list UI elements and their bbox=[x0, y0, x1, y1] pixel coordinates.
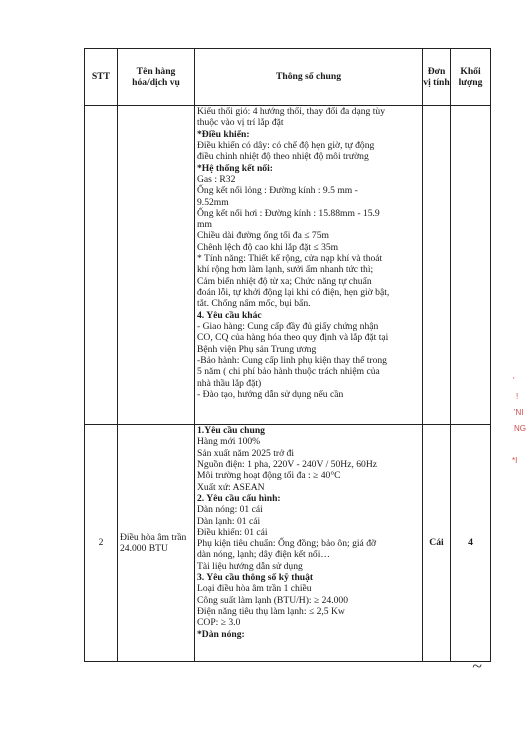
row2-name: Điều hòa âm trần 24.000 BTU bbox=[118, 425, 195, 662]
spec-line: Dàn nóng: 01 cái bbox=[197, 504, 263, 516]
spec-line: Phụ kiện tiêu chuẩn: Ống đồng; bảo ôn; giá đỡ bbox=[197, 538, 377, 550]
spec-line: đoán lỗi, tự khởi động lại khi có điện, hẹn giờ bật, bbox=[197, 287, 390, 298]
spec-line: Dàn lạnh: 01 cái bbox=[197, 515, 261, 527]
spec-line: thuộc vào vị trí lắp đặt bbox=[197, 117, 284, 129]
spec-line: Chiều dài đường ống tối đa ≤ 75m bbox=[197, 230, 329, 242]
spec-line: dàn nóng, lạnh; dây điện kết nối… bbox=[197, 549, 330, 561]
row2-spec bbox=[195, 425, 423, 662]
spec-line: *Dàn nóng: bbox=[197, 628, 245, 640]
margin-mark-4: NG bbox=[514, 424, 526, 433]
spec-line: Tài liệu hướng dẫn sử dụng bbox=[197, 560, 303, 572]
header-stt: STT bbox=[85, 49, 118, 106]
spec-line: 1.Yêu cầu chung bbox=[197, 425, 265, 436]
margin-mark-5: *I bbox=[512, 456, 518, 465]
spec-line: Môi trường hoạt động tối đa : ≥ 40°C bbox=[197, 470, 341, 482]
spec-line: Bệnh viện Phụ sản Trung ương bbox=[197, 343, 317, 355]
table-header-row bbox=[85, 49, 491, 106]
spec-line: nhà thầu lắp đặt) bbox=[197, 377, 262, 389]
spec-line: * Tính năng: Thiết kế rộng, cửa nạp khí và thoát bbox=[197, 253, 383, 265]
row2-qty: 4 bbox=[451, 425, 491, 662]
table-row bbox=[85, 106, 491, 425]
margin-mark-3: 'NI bbox=[514, 408, 524, 417]
spec-line: Điện năng tiêu thụ làm lạnh: ≤ 2,5 Kw bbox=[197, 606, 345, 617]
handwritten-mark: ~ bbox=[472, 656, 482, 676]
row1-spec-lines bbox=[197, 106, 420, 400]
spec-line: 3. Yêu cầu thông số kỹ thuật bbox=[197, 572, 314, 584]
spec-line: 9.52mm bbox=[197, 196, 229, 208]
spec-line: 2. Yêu cầu cấu hình: bbox=[197, 492, 281, 504]
row2-unit: Cái bbox=[423, 425, 451, 662]
spec-line: Điều khiển có dây: có chế độ hẹn giờ, tự động bbox=[197, 139, 375, 151]
spec-line: Cảm biến nhiệt độ từ xa; Chức năng tự chuẩn bbox=[197, 275, 372, 287]
margin-mark-1: ' bbox=[513, 376, 515, 385]
margin-mark-2: ! bbox=[516, 392, 519, 401]
spec-line: -Bảo hành: Cung cấp linh phụ kiện thay thế trong bbox=[197, 354, 387, 366]
spec-line: Sản xuất năm 2025 trở đi bbox=[197, 447, 295, 459]
spec-line: Xuất xứ: ASEAN bbox=[197, 481, 265, 493]
spec-line: *Điều khiển: bbox=[197, 128, 250, 140]
spec-table bbox=[84, 48, 491, 662]
row2-stt: 2 bbox=[85, 425, 118, 662]
header-unit: Đơn vị tính bbox=[423, 49, 451, 106]
spec-line: Ống kết nối lỏng : Đường kính : 9.5 mm - bbox=[197, 185, 358, 197]
spec-line: mm bbox=[197, 219, 212, 231]
spec-line: - Giao hàng: Cung cấp đầy đủ giấy chứng nhận bbox=[197, 320, 379, 332]
row1-stt bbox=[85, 106, 118, 425]
spec-line: - Đào tạo, hướng dẫn sử dụng nếu cần bbox=[197, 388, 344, 400]
spec-line: Nguồn điện: 1 pha, 220V - 240V / 50Hz, 60Hz bbox=[197, 458, 378, 470]
row1-qty bbox=[451, 106, 491, 425]
row1-spec bbox=[195, 106, 423, 425]
spec-line: Hàng mới 100% bbox=[197, 436, 261, 448]
spec-line: Loại điều hòa âm trần 1 chiều bbox=[197, 583, 312, 595]
spec-line: Điều khiển: 01 cái bbox=[197, 526, 268, 538]
spec-line: 5 năm ( chi phí bảo hành thuộc trách nhiệm của bbox=[197, 366, 380, 378]
row1-unit bbox=[423, 106, 451, 425]
spec-line: COP: ≥ 3.0 bbox=[197, 617, 241, 629]
spec-line: *Hệ thống kết nối: bbox=[197, 162, 273, 174]
spec-line: Kiểu thổi gió: 4 hướng thổi, thay đổi đa dạng tùy bbox=[197, 106, 386, 117]
spec-line: 4. Yêu cầu khác bbox=[197, 309, 262, 321]
header-spec: Thông số chung bbox=[195, 49, 423, 106]
spec-line: khí rộng hơn làm lạnh, sưởi ấm nhanh tức thì; bbox=[197, 264, 374, 276]
table-row bbox=[85, 425, 491, 662]
spec-line: CO, CQ của hàng hóa theo quy định và lắp đặt tại bbox=[197, 332, 389, 344]
row2-spec-lines bbox=[197, 425, 420, 640]
spec-line: Công suất làm lạnh (BTU/H): ≥ 24.000 bbox=[197, 594, 349, 606]
header-item-name: Tên hàng hóa/dịch vụ bbox=[118, 49, 195, 106]
spec-line: tắt. Chống nấm mốc, bụi bẩn. bbox=[197, 298, 311, 310]
header-quantity: Khối lượng bbox=[451, 49, 491, 106]
spec-line: Chênh lệch độ cao khi lắp đặt ≤ 35m bbox=[197, 241, 339, 253]
spec-line: Ống kết nối hơi : Đường kính : 15.88mm - 15.9 bbox=[197, 207, 380, 219]
spec-line: Gas : R32 bbox=[197, 173, 236, 185]
spec-line: điều chỉnh nhiệt độ theo nhiệt độ môi trường bbox=[197, 151, 369, 163]
row1-name bbox=[118, 106, 195, 425]
